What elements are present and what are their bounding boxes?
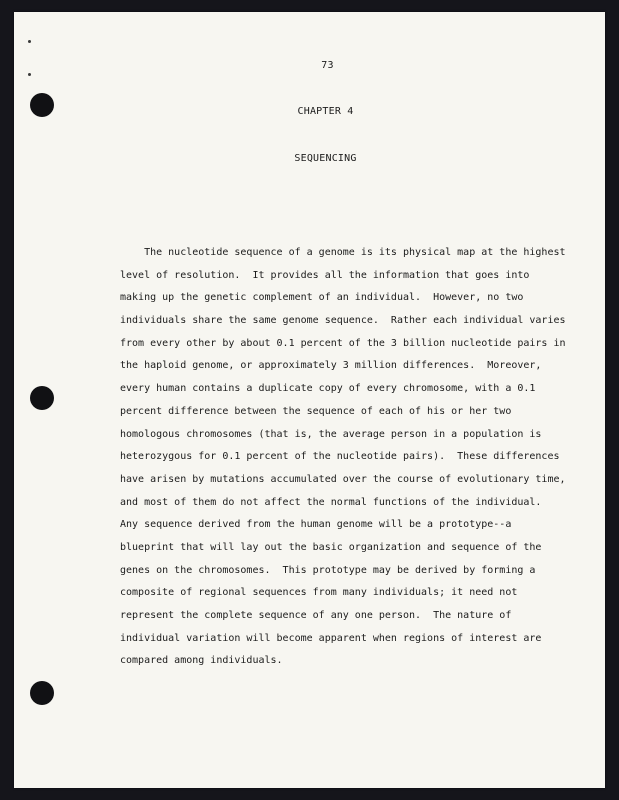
chapter-label: CHAPTER 4	[297, 106, 354, 117]
paragraph-line: composite of regional sequences from many individuals; it need not	[120, 587, 518, 599]
page-number: 73	[321, 60, 334, 71]
paragraph-line: heterozygous for 0.1 percent of the nucleotide pairs). These differences	[120, 451, 560, 463]
paragraph-line: percent difference between the sequence of each of his or her two	[120, 405, 512, 417]
binder-hole-bottom	[30, 681, 54, 705]
paragraph-line: The nucleotide sequence of a genome is its physical map at the highest	[120, 247, 566, 258]
paper-speck	[28, 40, 31, 43]
body-paragraph	[120, 242, 570, 673]
paragraph-line: represent the complete sequence of any one person. The nature of	[120, 610, 512, 621]
paragraph-line: homologous chromosomes (that is, the average person in a population is	[120, 428, 542, 440]
paragraph-line: and most of them do not affect the normal functions of the individual.	[120, 496, 542, 508]
paragraph-line: compared among individuals.	[120, 655, 283, 667]
paragraph-line: Any sequence derived from the human genome will be a prototype--a	[120, 519, 512, 531]
paragraph-line: have arisen by mutations accumulated over the course of evolutionary time,	[120, 473, 566, 485]
binder-hole-middle	[30, 386, 54, 410]
paper-sheet	[14, 12, 605, 788]
paragraph-line: blueprint that will lay out the basic organization and sequence of the	[120, 541, 542, 553]
paragraph-line: individual variation will become apparent when regions of interest are	[120, 632, 542, 644]
chapter-title: SEQUENCING	[294, 153, 357, 164]
paper-speck	[28, 73, 31, 76]
paragraph-line: from every other by about 0.1 percent of the 3 billion nucleotide pairs in	[120, 337, 566, 349]
paragraph-line: the haploid genome, or approximately 3 million differences. Moreover,	[120, 360, 542, 372]
paragraph-line: individuals share the same genome sequence. Rather each individual varies	[120, 315, 566, 327]
paragraph-line: level of resolution. It provides all the information that goes into	[120, 269, 530, 281]
paragraph-line: every human contains a duplicate copy of every chromosome, with a 0.1	[120, 383, 536, 395]
paragraph-line: genes on the chromosomes. This prototype may be derived by forming a	[120, 564, 536, 576]
paragraph-line: making up the genetic complement of an individual. However, no two	[120, 292, 524, 304]
